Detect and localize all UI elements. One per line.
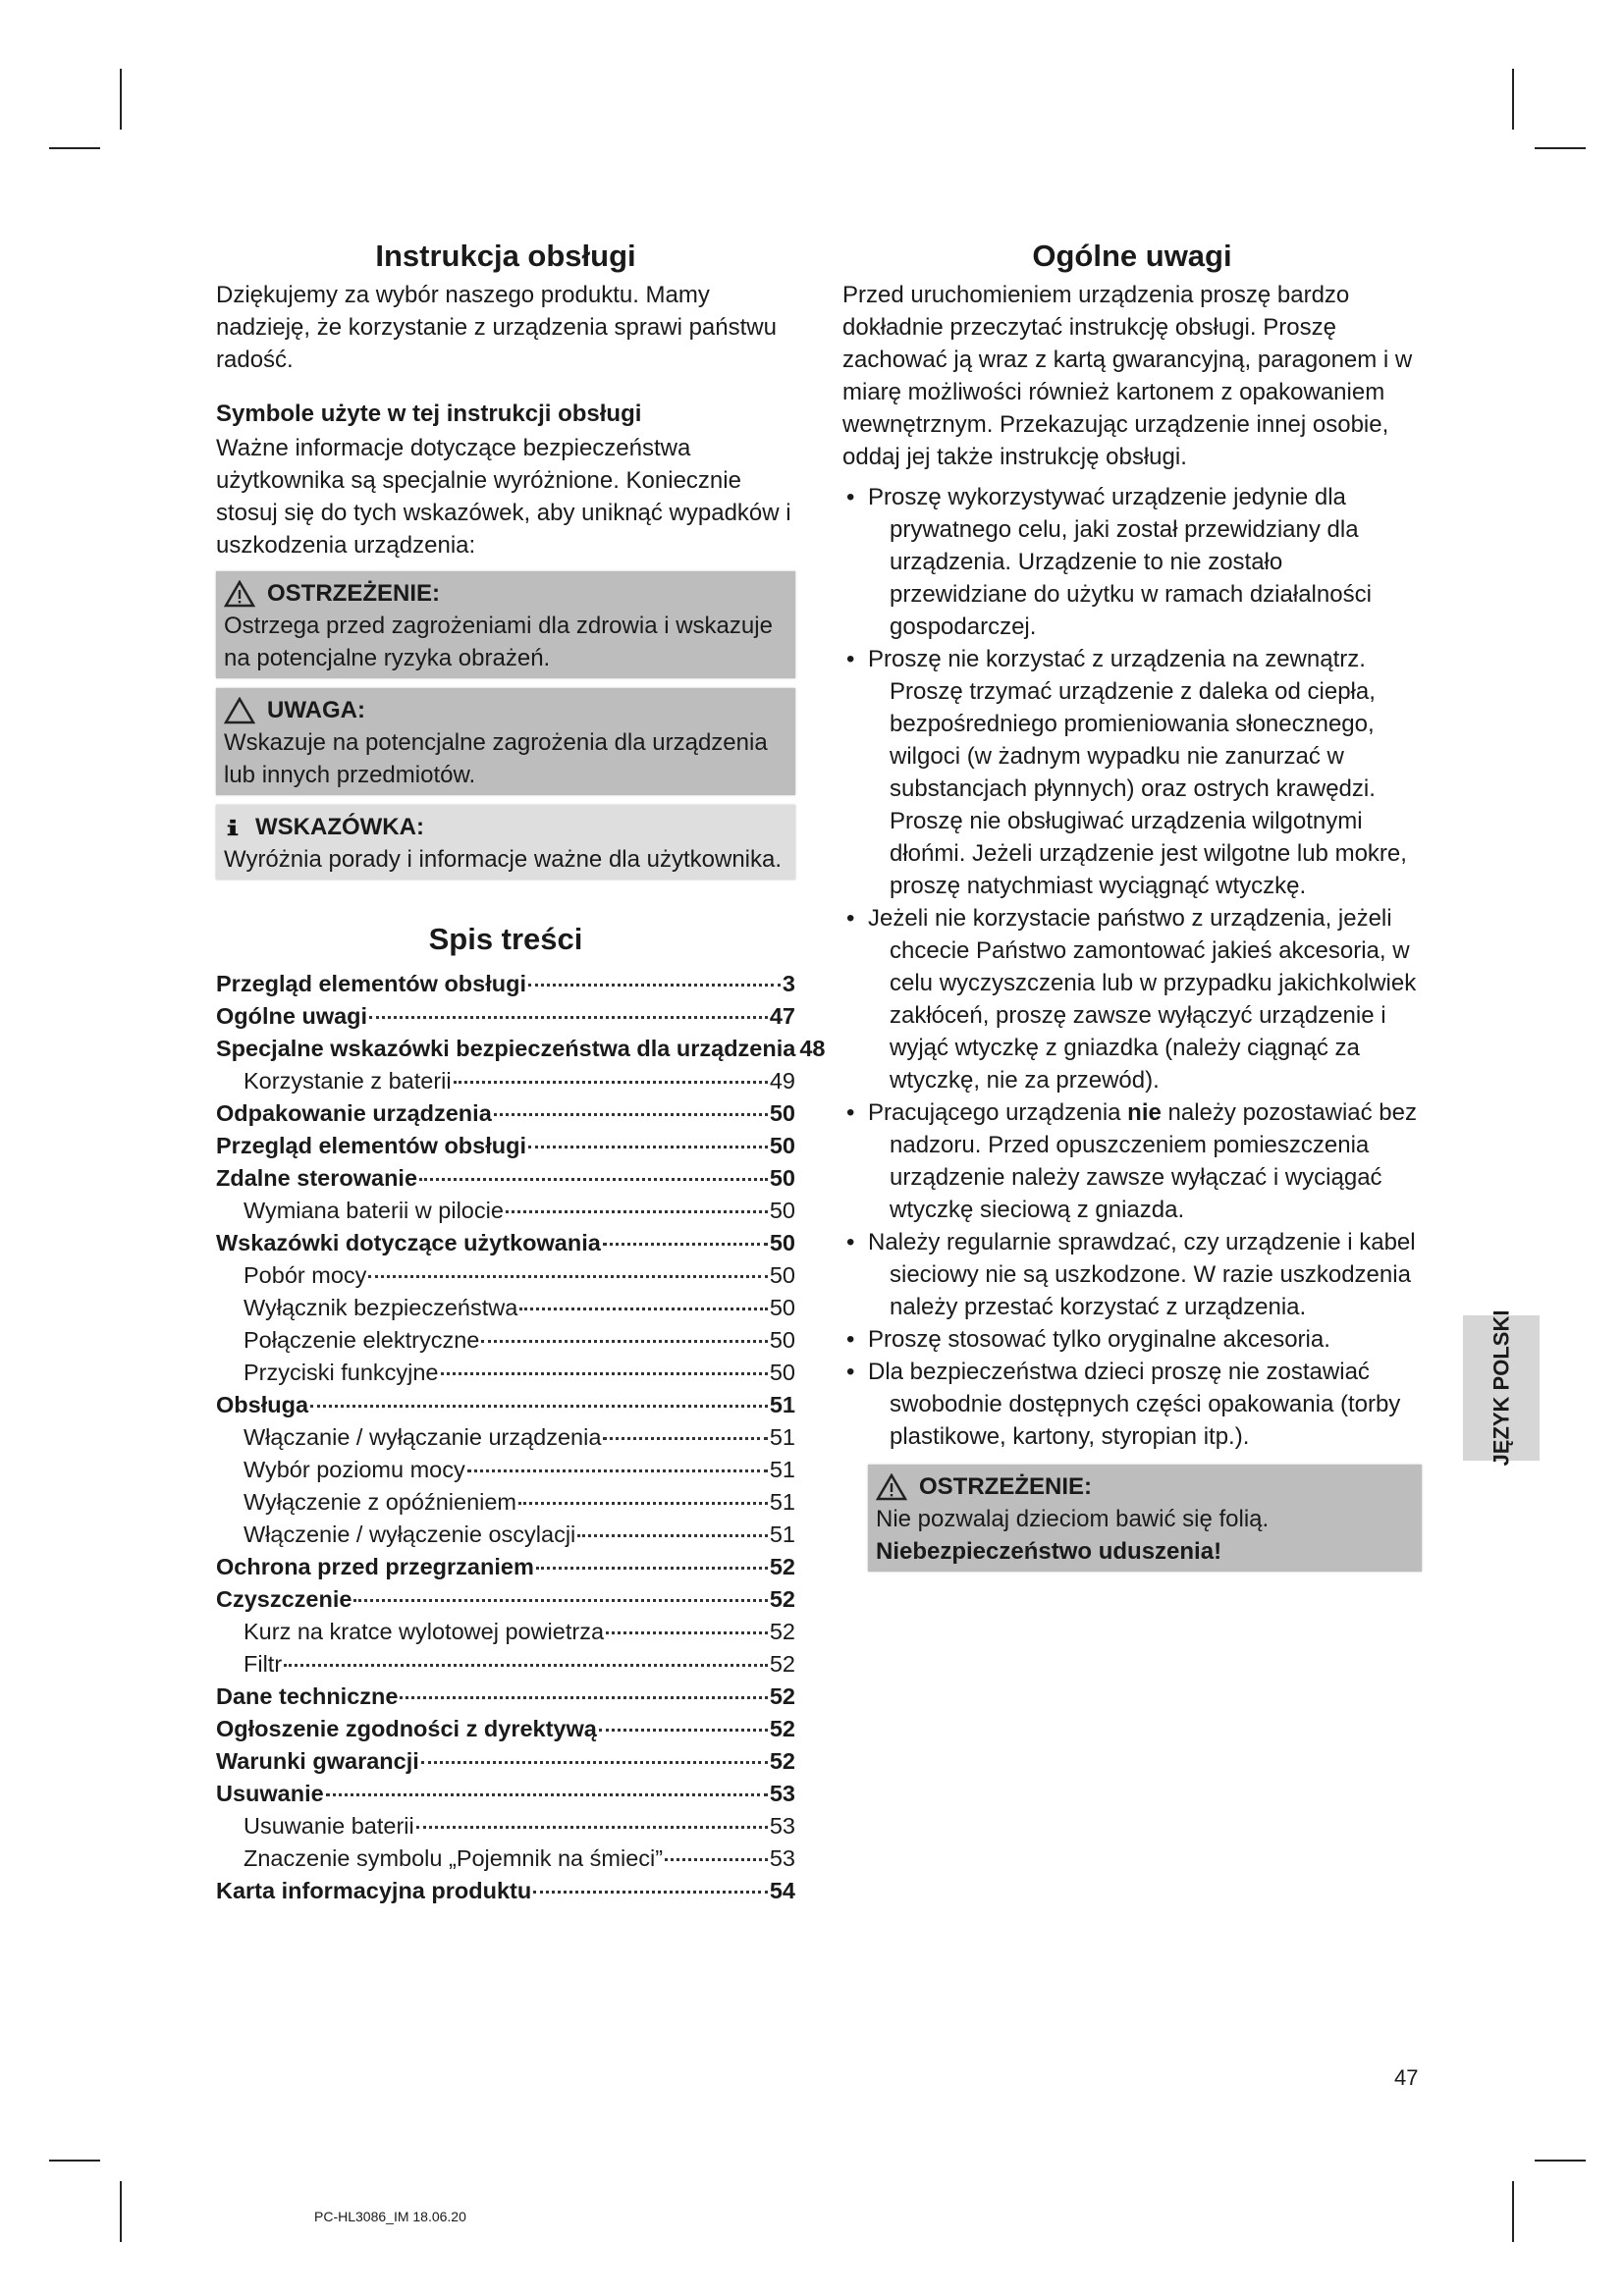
toc-entry-page: 50	[769, 1360, 795, 1385]
toc-leader	[603, 1243, 768, 1246]
bullet-text: Proszę stosować tylko oryginalne akcesoria.	[868, 1326, 1330, 1353]
section-title: Ogólne uwagi	[1032, 239, 1232, 273]
toc-leader	[536, 1567, 768, 1570]
bullet-icon: •	[846, 1359, 855, 1385]
toc-entry-page: 51	[769, 1522, 795, 1547]
toc-entry	[216, 1324, 795, 1357]
toc-entry	[216, 1745, 795, 1778]
crop-mark	[120, 69, 122, 130]
toc-entry	[216, 968, 795, 1000]
toc-entry-title: Usuwanie baterii	[244, 1813, 414, 1839]
toc-leader	[467, 1469, 768, 1472]
bullet-icon: •	[846, 1099, 855, 1126]
warning-text	[876, 1503, 1414, 1568]
toc-entry	[216, 1486, 795, 1519]
bullet-text-rest: należy pozostawiać bez nadzoru. Przed opuszczeniem pomieszczenia urządzenie należy zawsze wyłączać i wyciągać wtyczkę sieciową z gniazda.	[890, 1099, 1418, 1223]
toc-entry	[216, 1551, 795, 1583]
toc-entry-title: Wyłącznik bezpieczeństwa	[244, 1295, 518, 1320]
language-tab	[1463, 1309, 1540, 1467]
toc-entry	[216, 1259, 795, 1292]
toc-entry	[216, 1195, 795, 1227]
caution-box	[216, 688, 795, 795]
toc-entry	[216, 1033, 826, 1065]
toc-entry	[216, 1583, 795, 1616]
page-number: 47	[1394, 2065, 1419, 2090]
toc-entry-page: 50	[769, 1165, 795, 1191]
toc-entry-title: Przegląd elementów obsługi	[216, 1133, 526, 1158]
warning-label: OSTRZEŻENIE:	[267, 580, 441, 607]
toc-entry-page: 50	[769, 1295, 795, 1320]
toc-entry-page: 52	[769, 1683, 795, 1709]
toc-entry	[216, 1227, 795, 1259]
toc-entry-title: Filtr	[244, 1651, 283, 1677]
table-of-contents	[216, 968, 826, 1907]
warning-triangle-icon	[224, 580, 255, 608]
toc-leader	[284, 1664, 768, 1667]
crop-mark	[1535, 147, 1586, 149]
toc-entry-title: Warunki gwarancji	[216, 1748, 419, 1774]
toc-leader	[419, 1178, 768, 1181]
toc-entry-page: 3	[782, 971, 795, 996]
toc-entry	[216, 1778, 795, 1810]
toc-entry-page: 52	[769, 1716, 795, 1741]
bullet-item	[842, 481, 1422, 643]
bullet-text: Proszę wykorzystywać urządzenie jedynie dla prywatnego celu, jaki został przewidziany dla urządzenia. Urządzenie to nie zostało przewidziane do użytku w ramach działalności gospodarczej.	[868, 484, 1372, 640]
warning-text-plain: Nie pozwalaj dzieciom bawić się folią.	[876, 1506, 1270, 1532]
toc-entry-page: 52	[769, 1554, 795, 1579]
toc-leader	[519, 1308, 768, 1310]
toc-entry-page: 50	[769, 1262, 795, 1288]
language-tab-label: JĘZYK POLSKI	[1489, 1309, 1514, 1467]
toc-title: Spis treści	[428, 922, 583, 956]
toc-entry-title: Przegląd elementów obsługi	[216, 971, 526, 996]
info-icon	[224, 814, 244, 841]
toc-entry-page: 54	[769, 1878, 795, 1903]
toc-leader	[528, 984, 781, 987]
crop-mark	[1512, 2181, 1514, 2242]
warning-text-bold: Niebezpieczeństwo uduszenia!	[876, 1538, 1222, 1565]
toc-entry-title: Włączanie / wyłączanie urządzenia	[244, 1424, 602, 1450]
toc-entry	[216, 1357, 795, 1389]
toc-entry	[216, 1681, 795, 1713]
bullet-item	[842, 1323, 1422, 1356]
left-column	[216, 236, 826, 1907]
toc-leader	[326, 1793, 768, 1796]
crop-mark	[1535, 2160, 1586, 2162]
toc-leader	[606, 1631, 768, 1634]
toc-leader	[533, 1891, 768, 1894]
toc-entry	[216, 1842, 795, 1875]
crop-mark	[1512, 69, 1514, 130]
caution-text: Wskazuje na potencjalne zagrożenia dla urządzenia lub innych przedmiotów.	[224, 729, 768, 788]
hint-box	[216, 805, 795, 880]
toc-entry-page: 52	[769, 1619, 795, 1644]
caution-label: UWAGA:	[267, 697, 365, 723]
toc-leader	[400, 1696, 767, 1699]
toc-entry-page: 48	[799, 1036, 826, 1061]
bullet-text: Pracującego urządzenia	[868, 1099, 1128, 1126]
toc-entry	[216, 1389, 795, 1421]
warning-box	[216, 571, 795, 678]
symbols-text: Ważne informacje dotyczące bezpieczeństwa użytkownika są specjalnie wyróżnione. Koniecznie stosuj się do tych wskazówek, aby uniknąć wypadków i uszkodzenia urządzenia:	[216, 435, 791, 559]
toc-leader	[481, 1340, 768, 1343]
toc-entry-title: Zdalne sterowanie	[216, 1165, 418, 1191]
right-column	[842, 236, 1422, 1572]
toc-leader	[665, 1858, 768, 1861]
toc-leader	[454, 1081, 768, 1084]
toc-entry-page: 53	[769, 1813, 795, 1839]
toc-entry-title: Ogłoszenie zgodności z dyrektywą	[216, 1716, 597, 1741]
toc-leader	[603, 1437, 767, 1440]
toc-entry-title: Włączenie / wyłączenie oscylacji	[244, 1522, 576, 1547]
toc-entry-page: 51	[769, 1424, 795, 1450]
toc-leader	[368, 1275, 767, 1278]
bullet-item	[842, 643, 1422, 902]
toc-entry-title: Odpakowanie urządzenia	[216, 1100, 492, 1126]
bullet-text: Jeżeli nie korzystacie państwo z urządzenia, jeżeli chcecie Państwo zamontować jakieś akcesoria, w celu wyczyszczenia lub w przypadku jakichkolwiek zakłóceń, proszę zawsze wyłączyć urządzenie i wyjąć wtyczkę z gniazdka (należy ciągnąć za wtyczkę, nie za przewód).	[868, 905, 1417, 1094]
toc-leader	[494, 1113, 768, 1116]
toc-leader	[421, 1761, 768, 1764]
caution-triangle-icon	[224, 697, 255, 724]
toc-leader	[310, 1405, 768, 1408]
toc-entry-title: Pobór mocy	[244, 1262, 367, 1288]
toc-entry-title: Specjalne wskazówki bezpieczeństwa dla urządzenia	[216, 1036, 796, 1061]
toc-entry-title: Obsługa	[216, 1392, 309, 1417]
hint-text: Wyróżnia porady i informacje ważne dla użytkownika.	[224, 846, 783, 873]
toc-leader	[518, 1502, 768, 1505]
warning-label: OSTRZEŻENIE:	[919, 1473, 1093, 1500]
toc-entry-title: Połączenie elektryczne	[244, 1327, 480, 1353]
warning-text: Ostrzega przed zagrożeniami dla zdrowia i wskazuje na potencjalne ryzyka obrażeń.	[224, 613, 773, 671]
toc-entry	[216, 1000, 795, 1033]
bullet-item	[842, 1096, 1422, 1226]
toc-entry-title: Znaczenie symbolu „Pojemnik na śmieci”	[244, 1845, 664, 1871]
page-title: Instrukcja obsługi	[375, 239, 636, 273]
toc-entry	[216, 1421, 795, 1454]
toc-entry-page: 50	[769, 1133, 795, 1158]
toc-leader	[528, 1146, 768, 1148]
symbols-heading: Symbole użyte w tej instrukcji obsługi	[216, 400, 642, 427]
toc-entry	[216, 1130, 795, 1162]
bullet-icon: •	[846, 1229, 855, 1255]
toc-entry-page: 53	[769, 1845, 795, 1871]
toc-entry-page: 49	[769, 1068, 795, 1094]
toc-entry-page: 52	[769, 1748, 795, 1774]
toc-entry-title: Kurz na kratce wylotowej powietrza	[244, 1619, 605, 1644]
toc-entry-page: 53	[769, 1781, 795, 1806]
toc-entry-page: 51	[769, 1489, 795, 1515]
bullet-icon: •	[846, 905, 855, 932]
bullet-text: Proszę nie korzystać z urządzenia na zewnątrz. Proszę trzymać urządzenie z daleka od ciepła, bezpośredniego promieniowania słonecznego, wilgoci (w żadnym wypadku nie zanurzać w substancjach płynnych) oraz ostrych krawędzi. Proszę nie obsługiwać urządzenia wilgotnymi dłońmi. Jeżeli urządzenie jest wilgotne lub mokre, proszę natychmiast wyciągnąć wtyczkę.	[868, 646, 1407, 899]
toc-entry-title: Wymiana baterii w pilocie	[244, 1198, 504, 1223]
bullet-item	[842, 1356, 1422, 1453]
toc-entry-title: Przyciski funkcyjne	[244, 1360, 439, 1385]
toc-entry	[216, 1713, 795, 1745]
general-intro: Przed uruchomieniem urządzenia proszę bardzo dokładnie przeczytać instrukcję obsługi. Proszę zachować ją wraz z kartą gwarancyjną, paragonem i w miarę możliwości również kartonem z opakowaniem wewnętrznym. Przekazując urządzenie innej osobie, oddaj jej także instrukcję obsługi.	[842, 282, 1413, 470]
toc-entry	[216, 1875, 795, 1907]
toc-entry-title: Korzystanie z baterii	[244, 1068, 452, 1094]
toc-entry	[216, 1097, 795, 1130]
warning-triangle-icon	[876, 1473, 907, 1501]
toc-leader	[441, 1372, 768, 1375]
toc-entry	[216, 1519, 795, 1551]
bullet-icon: •	[846, 646, 855, 672]
toc-entry-title: Dane techniczne	[216, 1683, 399, 1709]
bullet-icon: •	[846, 1326, 855, 1353]
bullet-icon: •	[846, 484, 855, 510]
toc-entry-title: Wybór poziomu mocy	[244, 1457, 465, 1482]
toc-entry	[216, 1162, 795, 1195]
toc-entry-page: 50	[769, 1100, 795, 1126]
toc-entry-title: Ochrona przed przegrzaniem	[216, 1554, 534, 1579]
toc-entry-page: 50	[769, 1327, 795, 1353]
toc-entry-page: 50	[769, 1198, 795, 1223]
toc-entry-title: Wskazówki dotyczące użytkowania	[216, 1230, 601, 1255]
toc-entry	[216, 1292, 795, 1324]
toc-entry	[216, 1810, 795, 1842]
toc-entry	[216, 1648, 795, 1681]
toc-entry-title: Wyłączenie z opóźnieniem	[244, 1489, 517, 1515]
toc-leader	[369, 1016, 768, 1019]
toc-entry-title: Karta informacyjna produktu	[216, 1878, 532, 1903]
bullet-text: Dla bezpieczeństwa dzieci proszę nie zostawiać swobodnie dostępnych części opakowania (torby plastikowe, kartony, styropian itp.).	[868, 1359, 1401, 1450]
toc-entry	[216, 1454, 795, 1486]
hint-label: WSKAZÓWKA:	[255, 814, 424, 840]
warning-box	[868, 1465, 1422, 1572]
toc-entry-page: 47	[769, 1003, 795, 1029]
toc-leader	[416, 1826, 768, 1829]
toc-leader	[599, 1729, 768, 1732]
toc-entry-title: Usuwanie	[216, 1781, 324, 1806]
toc-leader	[577, 1534, 768, 1537]
toc-entry-page: 50	[769, 1230, 795, 1255]
bullet-list	[842, 481, 1422, 1453]
footer-code: PC-HL3086_IM 18.06.20	[314, 2209, 466, 2224]
bullet-bold: nie	[1127, 1099, 1162, 1126]
toc-entry-page: 51	[769, 1392, 795, 1417]
toc-entry	[216, 1616, 795, 1648]
toc-leader	[353, 1599, 767, 1602]
crop-mark	[49, 147, 100, 149]
crop-mark	[120, 2181, 122, 2242]
toc-entry-page: 52	[769, 1651, 795, 1677]
crop-mark	[49, 2160, 100, 2162]
toc-entry-page: 52	[769, 1586, 795, 1612]
bullet-text: Należy regularnie sprawdzać, czy urządzenie i kabel sieciowy nie są uszkodzone. W razie uszkodzenia należy przestać korzystać z urządzenia.	[868, 1229, 1416, 1320]
toc-entry-title: Czyszczenie	[216, 1586, 352, 1612]
bullet-item	[842, 1226, 1422, 1323]
intro-text: Dziękujemy za wybór naszego produktu. Mamy nadzieję, że korzystanie z urządzenia sprawi państwu radość.	[216, 282, 777, 373]
toc-entry-page: 51	[769, 1457, 795, 1482]
toc-entry-title: Ogólne uwagi	[216, 1003, 368, 1029]
toc-leader	[506, 1210, 768, 1213]
bullet-item	[842, 902, 1422, 1096]
toc-entry	[216, 1065, 795, 1097]
